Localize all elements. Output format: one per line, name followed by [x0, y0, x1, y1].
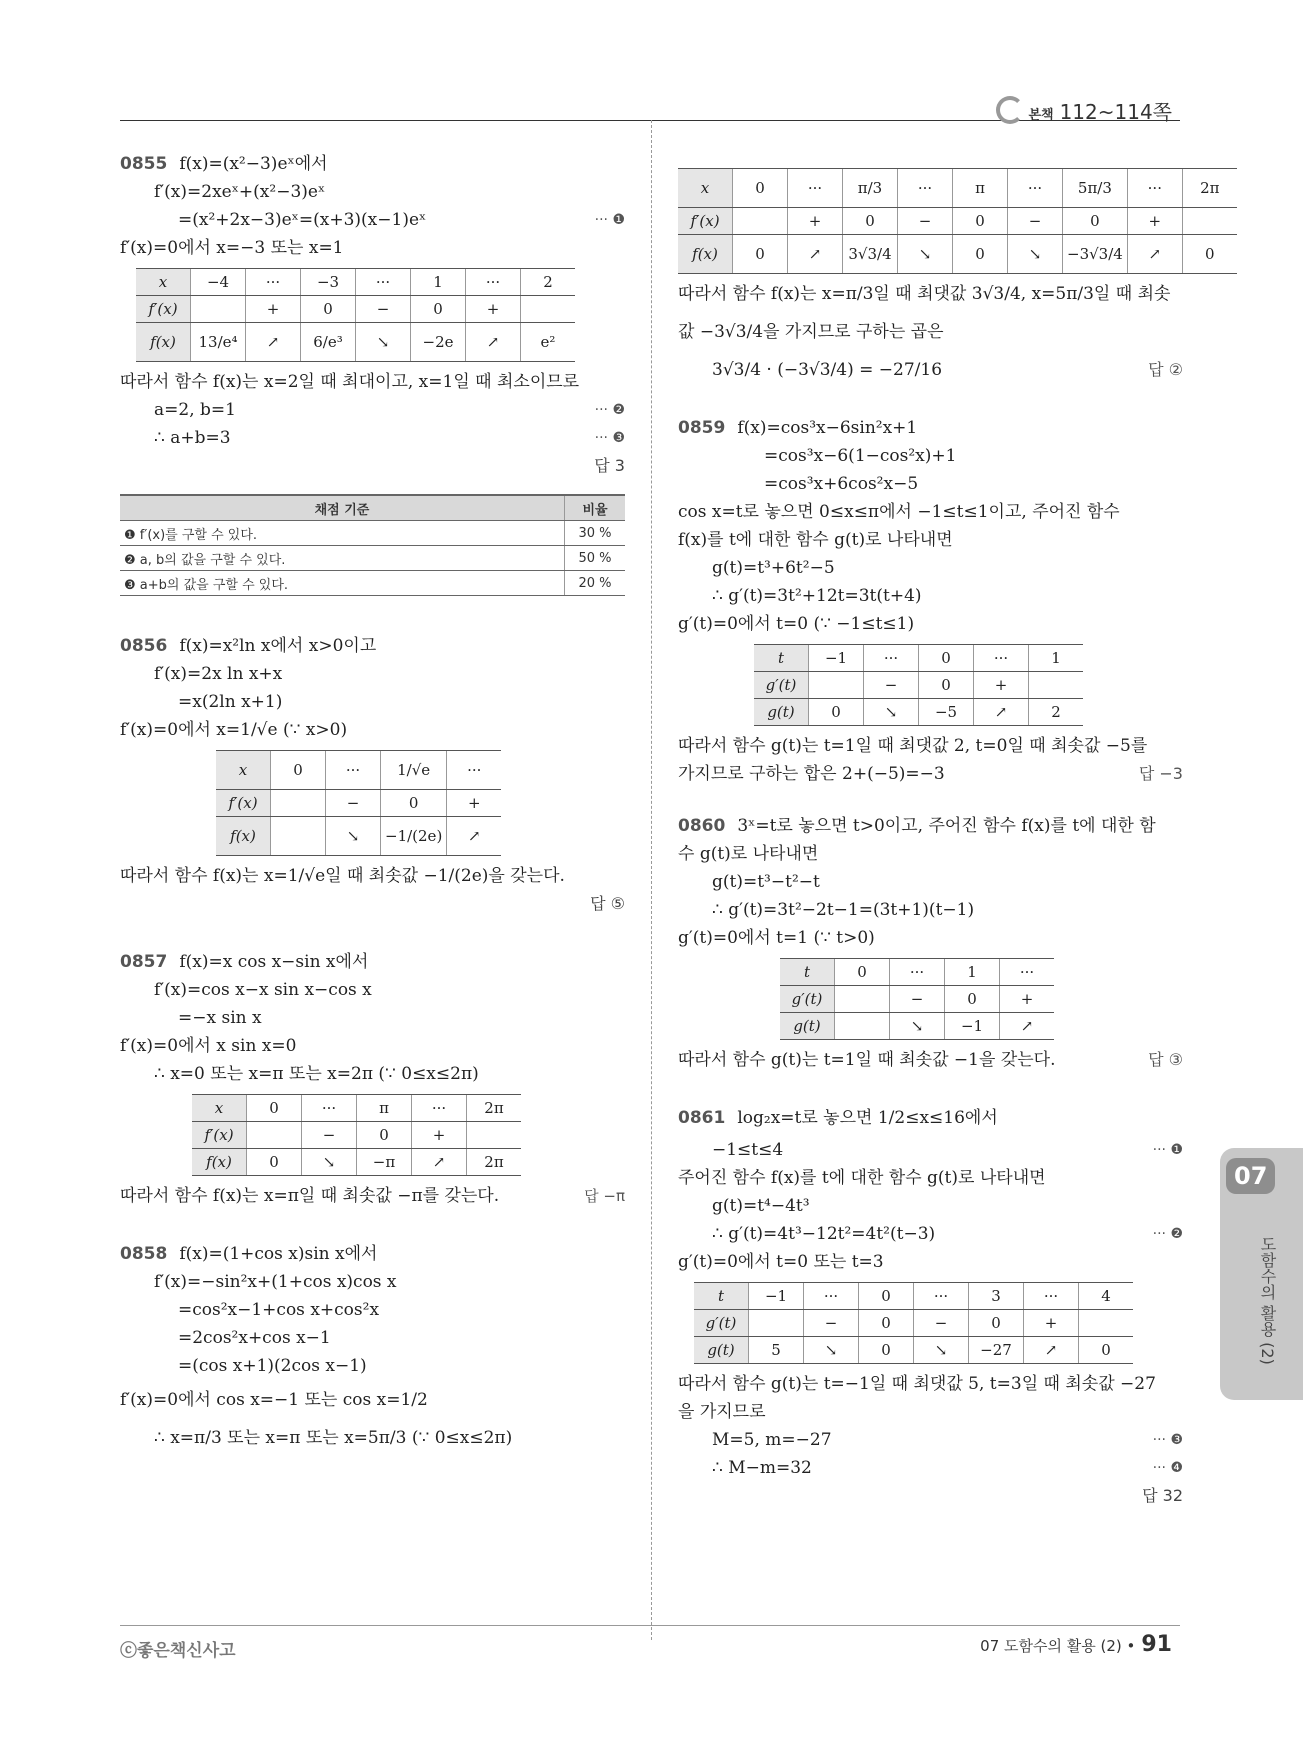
problem-number: 0858 — [120, 1244, 168, 1264]
table-row — [136, 323, 575, 362]
solution-line: 따라서 함수 g(t)는 t=−1일 때 최댓값 5, t=3일 때 최솟값 −27 — [678, 1374, 1156, 1394]
solution-line: 수 g(t)로 나타내면 — [678, 844, 819, 864]
table-cell — [1079, 1310, 1134, 1337]
table-row-header: t — [754, 645, 809, 672]
solution-line: g(t)=t³+6t²−5 — [712, 558, 835, 578]
table-cell: ↘ — [898, 235, 953, 274]
table-cell — [271, 790, 326, 817]
table-cell: − — [898, 208, 953, 235]
solution-line: =cos³x−6(1−cos²x)+1 — [764, 446, 957, 466]
solution-line: ∴ g′(t)=3t²+12t=3t(t+4) — [712, 586, 922, 606]
table-cell: 2π — [1182, 169, 1237, 208]
table-cell: −3 — [301, 269, 356, 296]
problem-0856 — [120, 632, 625, 918]
table-cell: −π — [357, 1149, 412, 1176]
table-cell — [835, 986, 890, 1013]
table-row — [780, 986, 1054, 1013]
table-cell — [1182, 208, 1237, 235]
answer-label: 답 ③ — [1148, 1050, 1183, 1069]
table-cell: 1 — [1029, 645, 1084, 672]
table-row-header: t — [780, 959, 835, 986]
table-cell: ··· — [302, 1095, 357, 1122]
solution-line: −1≤t≤4 — [712, 1140, 784, 1160]
table-row-header: f(x) — [192, 1149, 247, 1176]
chapter-side-tab — [1220, 1148, 1303, 1400]
solution-line: f(x)=x cos x−sin x에서 — [179, 952, 369, 972]
table-cell: 0 — [953, 208, 1008, 235]
table-row-header: g′(t) — [780, 986, 835, 1013]
table-row-header: f(x) — [216, 817, 271, 856]
table-cell: ↘ — [356, 323, 411, 362]
table-row — [216, 817, 501, 856]
solution-line: 3ˣ=t로 놓으면 t>0이고, 주어진 함수 f(x)를 t에 대한 함 — [737, 816, 1156, 836]
solution-line: =2cos²x+cos x−1 — [178, 1328, 331, 1348]
table-row — [192, 1122, 521, 1149]
page-header — [120, 96, 1180, 124]
table-row-header: t — [694, 1283, 749, 1310]
variation-table — [694, 1282, 1133, 1364]
table-cell: ↗ — [1127, 235, 1182, 274]
table-cell — [271, 817, 326, 856]
table-cell: ··· — [356, 269, 411, 296]
table-cell: ··· — [246, 269, 301, 296]
table-cell: 3 — [969, 1283, 1024, 1310]
table-row-header: f′(x) — [678, 208, 733, 235]
table-row — [678, 208, 1237, 235]
right-column — [678, 162, 1220, 1510]
table-cell: 0 — [919, 672, 974, 699]
solution-line: a=2, b=1 — [154, 400, 236, 420]
table-cell: 0 — [247, 1095, 302, 1122]
table-cell: ↘ — [890, 1013, 945, 1040]
table-cell: + — [788, 208, 843, 235]
page-number: 91 — [1141, 1632, 1172, 1657]
table-cell: ↘ — [864, 699, 919, 726]
answer-label: 답 ② — [1148, 360, 1183, 379]
problem-number: 0861 — [678, 1108, 726, 1128]
solution-line: 따라서 함수 f(x)는 x=2일 때 최대이고, x=1일 때 최소이므로 — [120, 372, 580, 392]
grading-criterion: ❸ a+b의 값을 구할 수 있다. — [120, 571, 565, 596]
table-cell: − — [302, 1122, 357, 1149]
variation-table — [136, 268, 575, 362]
step-marker: ··· ❷ — [1152, 1226, 1183, 1242]
table-cell: −1/(2e) — [381, 817, 447, 856]
table-cell: ↘ — [1008, 235, 1063, 274]
table-cell: 6/e³ — [301, 323, 356, 362]
table-cell — [191, 296, 246, 323]
table-cell: −4 — [191, 269, 246, 296]
table-cell: 4 — [1079, 1283, 1134, 1310]
table-cell: − — [914, 1310, 969, 1337]
table-cell: 2π — [467, 1095, 522, 1122]
table-cell: 0 — [1182, 235, 1237, 274]
solution-line: ∴ x=π/3 또는 x=π 또는 x=5π/3 (∵ 0≤x≤2π) — [154, 1428, 513, 1448]
solution-line: f′(x)=0에서 x sin x=0 — [120, 1036, 297, 1056]
page-number-area — [980, 1632, 1172, 1657]
table-row — [216, 751, 501, 790]
table-cell: ↗ — [246, 323, 301, 362]
grading-ratio: 30 % — [565, 521, 626, 546]
table-cell: 2 — [1029, 699, 1084, 726]
table-cell — [749, 1310, 804, 1337]
table-cell: ↗ — [466, 323, 521, 362]
table-cell: + — [1024, 1310, 1079, 1337]
solution-line: g′(t)=0에서 t=0 (∵ −1≤t≤1) — [678, 614, 915, 634]
solution-line: 을 가지므로 — [678, 1402, 766, 1422]
answer-label: 답 32 — [1142, 1486, 1183, 1505]
grading-ratio: 50 % — [565, 546, 626, 571]
table-cell: ↗ — [412, 1149, 467, 1176]
solution-line: g′(t)=0에서 t=0 또는 t=3 — [678, 1252, 884, 1272]
table-cell: ↘ — [326, 817, 381, 856]
step-marker: ··· ❶ — [1152, 1142, 1183, 1158]
table-row-header: x — [216, 751, 271, 790]
table-cell — [809, 672, 864, 699]
table-cell: ··· — [1127, 169, 1182, 208]
problem-number: 0860 — [678, 816, 726, 836]
solution-line: f′(x)=0에서 x=1/√e (∵ x>0) — [120, 720, 348, 740]
solution-line: log₂x=t로 놓으면 1/2≤x≤16에서 — [737, 1108, 998, 1128]
solution-line: f(x)=(x²−3)eˣ에서 — [179, 154, 328, 174]
solution-line: f′(x)=cos x−x sin x−cos x — [154, 980, 372, 1000]
variation-table — [780, 958, 1054, 1040]
table-cell: − — [864, 672, 919, 699]
publisher-logo: ⓒ좋은책신사고 — [120, 1641, 236, 1661]
table-cell: ↘ — [302, 1149, 357, 1176]
solution-line: f(x)를 t에 대한 함수 g(t)로 나타내면 — [678, 530, 953, 550]
table-cell: + — [412, 1122, 467, 1149]
table-cell: 0 — [733, 169, 788, 208]
solution-line: =(x²+2x−3)eˣ=(x+3)(x−1)eˣ — [178, 210, 427, 230]
table-row-header: f′(x) — [216, 790, 271, 817]
table-cell — [521, 296, 576, 323]
table-row-header: f′(x) — [136, 296, 191, 323]
table-cell: 0 — [859, 1310, 914, 1337]
table-cell: 1 — [945, 959, 1000, 986]
problem-0855 — [120, 150, 625, 596]
table-cell: ↗ — [788, 235, 843, 274]
solution-line: g(t)=t⁴−4t³ — [712, 1196, 810, 1216]
book-ref-icon — [996, 96, 1024, 124]
table-cell: + — [246, 296, 301, 323]
grading-head: 채점 기준 — [120, 495, 565, 521]
grading-head: 비율 — [565, 495, 626, 521]
table-cell: e² — [521, 323, 576, 362]
table-cell: 0 — [301, 296, 356, 323]
table-row-header: f(x) — [678, 235, 733, 274]
table-cell — [733, 208, 788, 235]
table-row — [754, 699, 1083, 726]
solution-line: =cos²x−1+cos x+cos²x — [178, 1300, 380, 1320]
table-row — [216, 790, 501, 817]
problem-0860 — [678, 812, 1183, 1074]
table-cell — [247, 1122, 302, 1149]
table-row — [136, 296, 575, 323]
table-row — [754, 672, 1083, 699]
table-cell: −1 — [809, 645, 864, 672]
solution-line: f′(x)=0에서 cos x=−1 또는 cos x=1/2 — [120, 1390, 428, 1410]
table-cell: ↗ — [1024, 1337, 1079, 1364]
answer-label: 답 ⑤ — [590, 894, 625, 913]
solution-line: g′(t)=0에서 t=1 (∵ t>0) — [678, 928, 875, 948]
table-row — [192, 1095, 521, 1122]
table-row — [754, 645, 1083, 672]
solution-line: =cos³x+6cos²x−5 — [764, 474, 919, 494]
table-cell: ··· — [466, 269, 521, 296]
solution-line: f′(x)=−sin²x+(1+cos x)cos x — [154, 1272, 397, 1292]
table-cell: ··· — [864, 645, 919, 672]
table-row — [678, 169, 1237, 208]
table-cell: ··· — [326, 751, 381, 790]
table-cell: ↗ — [447, 817, 502, 856]
table-row — [780, 1013, 1054, 1040]
table-cell: 1 — [411, 269, 466, 296]
table-cell: −5 — [919, 699, 974, 726]
answer-label: 답 −3 — [1138, 764, 1183, 783]
table-cell — [467, 1122, 522, 1149]
problem-number: 0856 — [120, 636, 168, 656]
table-cell: −2e — [411, 323, 466, 362]
solution-line: =x(2ln x+1) — [178, 692, 283, 712]
solution-line: 가지므로 구하는 합은 2+(−5)=−3 — [678, 764, 945, 784]
table-cell: 0 — [953, 235, 1008, 274]
page-footer — [120, 1625, 1180, 1661]
solution-line: 따라서 함수 g(t)는 t=1일 때 최솟값 −1을 갖는다. — [678, 1050, 1056, 1070]
solution-line: =(cos x+1)(2cos x−1) — [178, 1356, 367, 1376]
problem-0858-continued — [678, 168, 1220, 384]
table-cell: − — [1008, 208, 1063, 235]
solution-line: 따라서 함수 f(x)는 x=π/3일 때 최댓값 3√3/4, x=5π/3일 때 최솟 — [678, 284, 1171, 304]
table-cell: ↗ — [974, 699, 1029, 726]
variation-table — [754, 644, 1083, 726]
problem-number: 0859 — [678, 418, 726, 438]
table-cell: 0 — [919, 645, 974, 672]
table-row — [694, 1337, 1133, 1364]
solution-line: ∴ a+b=3 — [154, 428, 231, 448]
table-row — [136, 269, 575, 296]
table-cell: 2π — [467, 1149, 522, 1176]
table-cell: 0 — [733, 235, 788, 274]
table-cell: 3√3/4 — [843, 235, 898, 274]
table-row — [694, 1310, 1133, 1337]
table-cell: − — [326, 790, 381, 817]
table-cell: 0 — [411, 296, 466, 323]
step-marker: ··· ❶ — [594, 212, 625, 228]
variation-table — [216, 750, 501, 856]
problem-0857 — [120, 948, 625, 1210]
solution-line: 3√3/4 · (−3√3/4) = −27/16 — [712, 360, 943, 380]
table-cell: −1 — [749, 1283, 804, 1310]
problem-number: 0855 — [120, 154, 168, 174]
table-cell: + — [1127, 208, 1182, 235]
variation-table — [678, 168, 1237, 274]
table-row-header: f(x) — [136, 323, 191, 362]
table-cell: −3√3/4 — [1063, 235, 1128, 274]
answer-label: 답 3 — [594, 456, 625, 475]
chapter-title: 도함수의 활용 (2) — [1258, 1236, 1277, 1365]
footer-chapter: 07 도함수의 활용 (2) • — [980, 1637, 1136, 1655]
table-cell: ··· — [412, 1095, 467, 1122]
solution-line: ∴ g′(t)=3t²−2t−1=(3t+1)(t−1) — [712, 900, 975, 920]
solution-line: 주어진 함수 f(x)를 t에 대한 함수 g(t)로 나타내면 — [678, 1168, 1046, 1188]
solution-line: 값 −3√3/4을 가지므로 구하는 곱은 — [678, 322, 944, 342]
solution-line: f(x)=(1+cos x)sin x에서 — [179, 1244, 378, 1264]
step-marker: ··· ❷ — [594, 402, 625, 418]
table-row-header: g′(t) — [754, 672, 809, 699]
left-column — [120, 150, 625, 1452]
table-cell: ··· — [974, 645, 1029, 672]
solution-line: g(t)=t³−t²−t — [712, 872, 820, 892]
table-row — [780, 959, 1054, 986]
step-marker: ··· ❸ — [594, 430, 625, 446]
problem-0858 — [120, 1240, 625, 1452]
table-cell: 0 — [859, 1283, 914, 1310]
grading-criterion: ❷ a, b의 값을 구할 수 있다. — [120, 546, 565, 571]
table-row-header: x — [678, 169, 733, 208]
table-cell: 0 — [859, 1337, 914, 1364]
grading-ratio: 20 % — [565, 571, 626, 596]
table-cell: π — [357, 1095, 412, 1122]
table-cell: 0 — [357, 1122, 412, 1149]
table-row-header: g(t) — [754, 699, 809, 726]
table-cell: 0 — [247, 1149, 302, 1176]
table-row-header: f′(x) — [192, 1122, 247, 1149]
solution-line: ∴ M−m=32 — [712, 1458, 812, 1478]
table-cell: ··· — [788, 169, 843, 208]
solution-line: =−x sin x — [178, 1008, 262, 1028]
problem-0859 — [678, 414, 1183, 788]
table-cell: ··· — [1008, 169, 1063, 208]
column-divider — [651, 120, 652, 1640]
table-cell: + — [974, 672, 1029, 699]
grading-table — [120, 494, 625, 596]
table-cell: 0 — [381, 790, 447, 817]
table-cell: 0 — [271, 751, 326, 790]
table-cell: 5π/3 — [1063, 169, 1128, 208]
table-cell: ··· — [804, 1283, 859, 1310]
problem-0861 — [678, 1104, 1183, 1510]
table-cell: π/3 — [843, 169, 898, 208]
table-cell: + — [1000, 986, 1055, 1013]
table-cell: ↗ — [1000, 1013, 1055, 1040]
table-cell: 0 — [843, 208, 898, 235]
table-row-header: g(t) — [780, 1013, 835, 1040]
table-row — [694, 1283, 1133, 1310]
table-cell: − — [356, 296, 411, 323]
step-marker: ··· ❸ — [1152, 1432, 1183, 1448]
table-cell: 2 — [521, 269, 576, 296]
table-cell: π — [953, 169, 1008, 208]
table-cell: 0 — [1079, 1337, 1134, 1364]
grading-criterion: ❶ f′(x)를 구할 수 있다. — [120, 521, 565, 546]
table-row-header: x — [136, 269, 191, 296]
table-cell: ··· — [914, 1283, 969, 1310]
table-cell: 13/e⁴ — [191, 323, 246, 362]
table-cell: 0 — [945, 986, 1000, 1013]
solution-line: f′(x)=0에서 x=−3 또는 x=1 — [120, 238, 344, 258]
table-cell: + — [466, 296, 521, 323]
table-cell: −1 — [945, 1013, 1000, 1040]
table-cell: ··· — [447, 751, 502, 790]
table-row — [678, 235, 1237, 274]
book-pages: 112~114쪽 — [1059, 100, 1172, 124]
solution-line: 따라서 함수 g(t)는 t=1일 때 최댓값 2, t=0일 때 최솟값 −5를 — [678, 736, 1148, 756]
page-reference — [996, 96, 1172, 125]
table-row-header: x — [192, 1095, 247, 1122]
solution-line: 따라서 함수 f(x)는 x=π일 때 최솟값 −π를 갖는다. — [120, 1186, 500, 1206]
table-cell: 0 — [809, 699, 864, 726]
table-cell: ··· — [890, 959, 945, 986]
table-cell: 0 — [835, 959, 890, 986]
table-cell: ··· — [1024, 1283, 1079, 1310]
problem-number: 0857 — [120, 952, 168, 972]
table-row — [192, 1149, 521, 1176]
table-cell: −27 — [969, 1337, 1024, 1364]
solution-line: f(x)=cos³x−6sin²x+1 — [737, 418, 918, 438]
variation-table — [192, 1094, 521, 1176]
solution-line: cos x=t로 놓으면 0≤x≤π에서 −1≤t≤1이고, 주어진 함수 — [678, 502, 1120, 522]
solution-line: f(x)=x²ln x에서 x>0이고 — [179, 636, 377, 656]
table-row-header: g′(t) — [694, 1310, 749, 1337]
table-cell: ··· — [898, 169, 953, 208]
table-cell: ↘ — [804, 1337, 859, 1364]
table-cell: 5 — [749, 1337, 804, 1364]
step-marker: ··· ❹ — [1152, 1460, 1183, 1476]
solution-line: ∴ g′(t)=4t³−12t²=4t²(t−3) — [712, 1224, 936, 1244]
solution-line: M=5, m=−27 — [712, 1430, 832, 1450]
solution-line: ∴ x=0 또는 x=π 또는 x=2π (∵ 0≤x≤2π) — [154, 1064, 479, 1084]
solution-line: f′(x)=2xeˣ+(x²−3)eˣ — [154, 182, 326, 202]
table-cell: − — [804, 1310, 859, 1337]
table-cell: 1/√e — [381, 751, 447, 790]
table-cell — [1029, 672, 1084, 699]
table-cell: − — [890, 986, 945, 1013]
solution-line: f′(x)=2x ln x+x — [154, 664, 283, 684]
chapter-number: 07 — [1226, 1158, 1275, 1194]
table-cell: + — [447, 790, 502, 817]
table-cell: 0 — [969, 1310, 1024, 1337]
answer-label: 답 −π — [584, 1187, 625, 1205]
table-cell: ··· — [1000, 959, 1055, 986]
solution-line: 따라서 함수 f(x)는 x=1/√e일 때 최솟값 −1/(2e)을 갖는다. — [120, 866, 565, 886]
table-cell: ↘ — [914, 1337, 969, 1364]
table-cell: 0 — [1063, 208, 1128, 235]
book-label: 본책 — [1028, 108, 1054, 123]
table-row-header: g(t) — [694, 1337, 749, 1364]
table-cell — [835, 1013, 890, 1040]
